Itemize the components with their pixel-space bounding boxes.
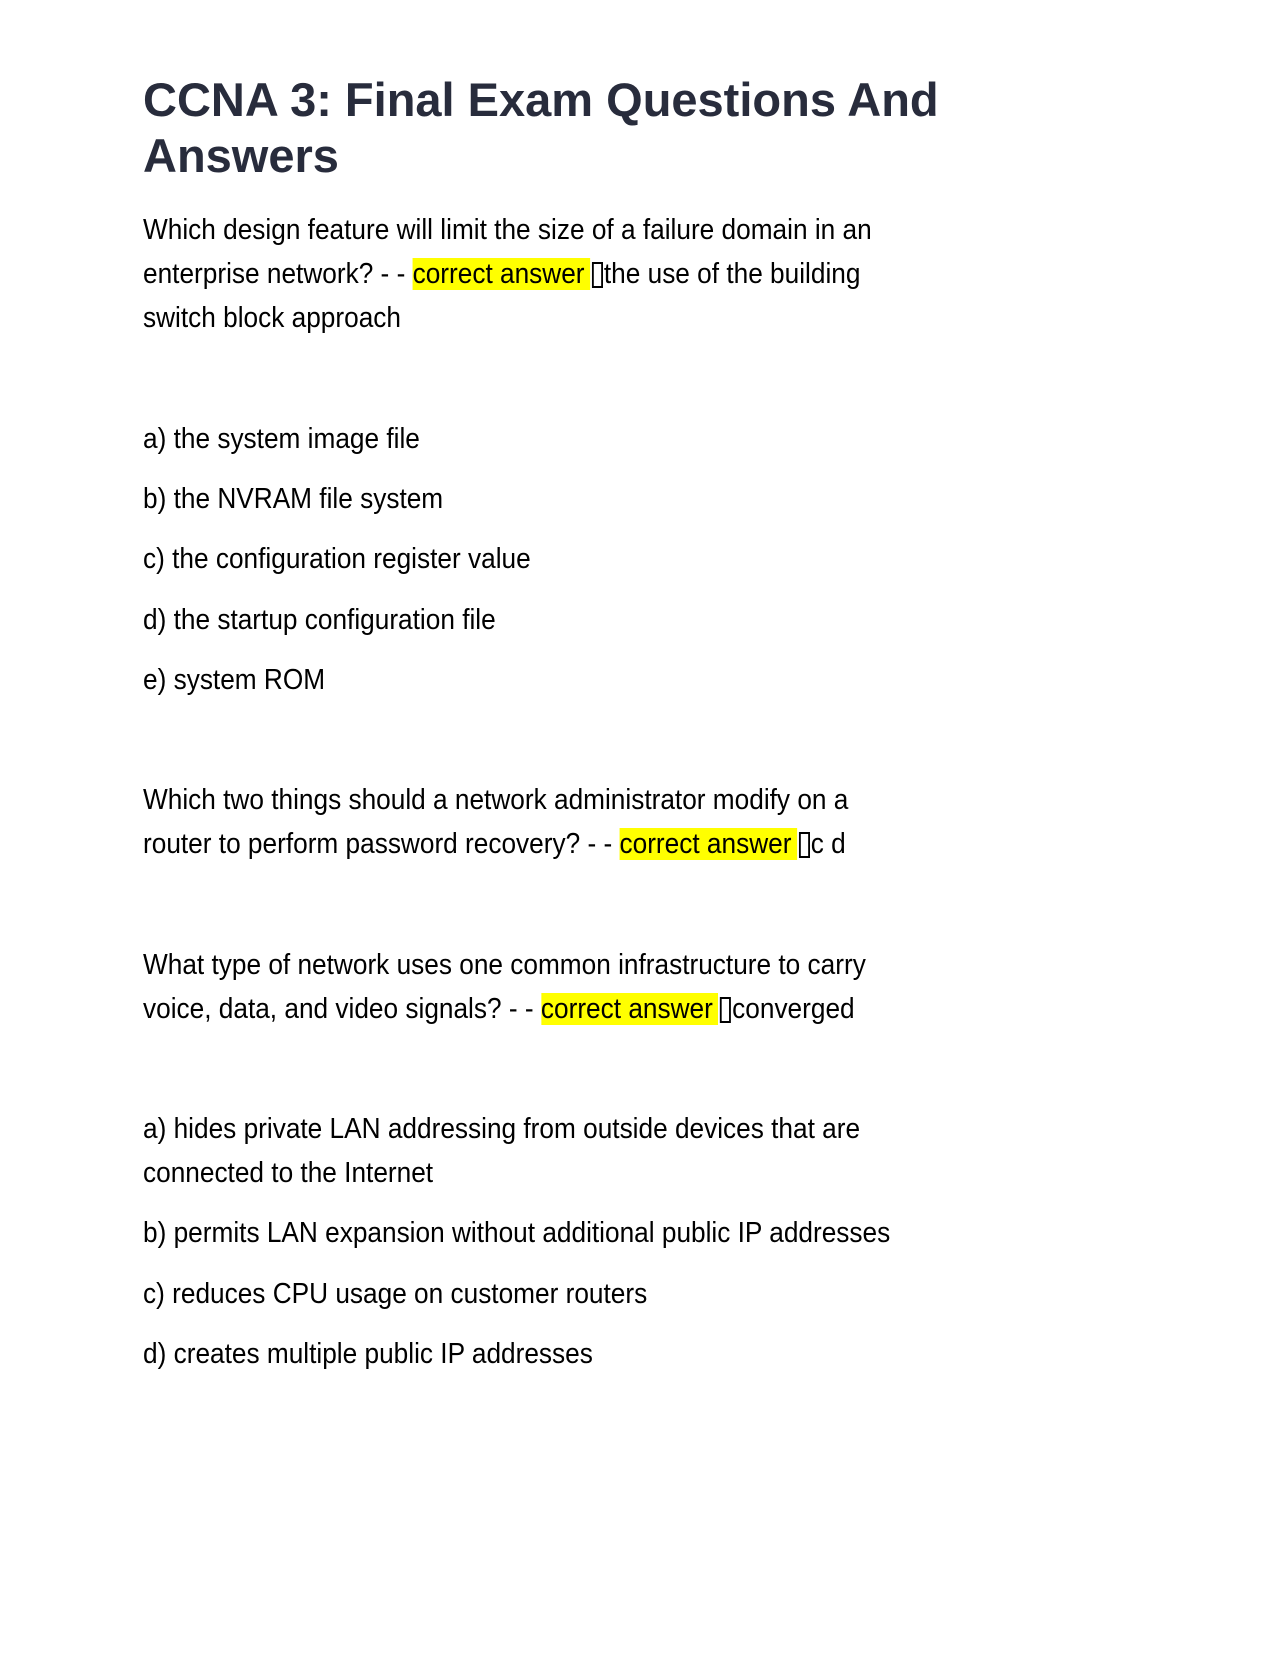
option-c: c) reduces CPU usage on customer routers [143,1278,648,1310]
question-2-line-2 [143,822,846,867]
option-b: b) permits LAN expansion without additional public IP addresses [143,1217,891,1249]
option-c: c) the configuration register value [143,543,531,575]
question-3-answer: converged [732,993,855,1025]
question-1-answer-line-3: switch block approach [143,302,401,334]
question-1-line-2 [143,252,860,297]
correct-answer-highlight: correct answer [620,828,797,860]
question-3-line-1: What type of network uses one common infrastructure to carry [143,949,866,981]
correct-answer-highlight: correct answer [541,993,718,1025]
question-2-text: router to perform password recovery? - - [143,828,613,860]
option-d: d) creates multiple public IP addresses [143,1338,593,1370]
option-a-continued: connected to the Internet [143,1157,434,1189]
question-2-answer: c d [810,828,846,860]
question-1-answer: the use of the building [603,258,861,290]
missing-glyph-box-icon [720,997,731,1023]
option-a: a) hides private LAN addressing from outside devices that are [143,1113,861,1145]
question-1-text: enterprise network? - - [143,258,406,290]
missing-glyph-box-icon [592,262,603,288]
option-d: d) the startup configuration file [143,604,496,636]
correct-answer-highlight: correct answer [413,258,590,290]
question-2-line-1: Which two things should a network administrator modify on a [143,784,849,816]
option-a: a) the system image file [143,423,420,455]
question-3-line-2 [143,987,855,1032]
question-3-text: voice, data, and video signals? - - [143,993,534,1025]
question-1-line-1: Which design feature will limit the size of a failure domain in an [143,214,872,246]
option-b: b) the NVRAM file system [143,483,444,515]
option-e: e) system ROM [143,664,326,696]
missing-glyph-box-icon [799,832,810,858]
page-title: CCNA 3: Final Exam Questions And Answers [143,73,939,182]
